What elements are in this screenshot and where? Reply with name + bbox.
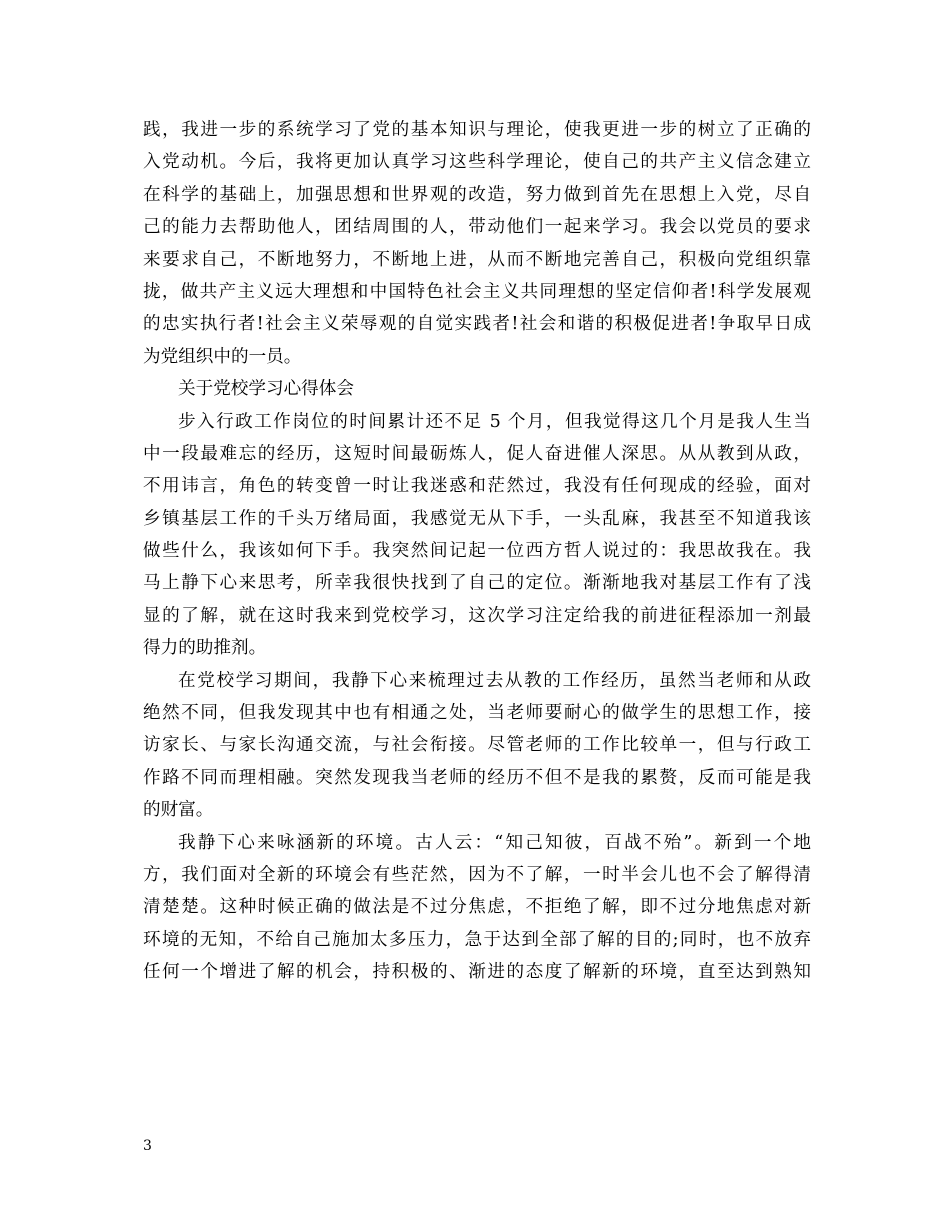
- paragraph: [143, 827, 811, 989]
- text-line: 来要求自己，不断地努力，不断地上进，从而不断地完善自己，积极向党组织靠: [143, 249, 811, 270]
- paragraph: [143, 114, 811, 373]
- text-line: 环境的无知，不给自己施加太多压力，急于达到全部了解的目的;同时，也不放弃: [143, 929, 811, 950]
- text-line: 乡镇基层工作的千头万绪局面，我感觉无从下手，一头乱麻，我甚至不知道我该: [143, 508, 811, 529]
- text-line: 为党组织中的一员。: [143, 346, 302, 367]
- text-line: 做些什么，我该如何下手。我突然间记起一位西方哲人说过的：我思故我在。我: [143, 541, 811, 562]
- text-line: 我静下心来咏涵新的环境。古人云：“知己知彼，百战不殆”。新到一个地: [178, 832, 811, 853]
- paragraph: [143, 665, 811, 827]
- text-line: 己的能力去帮助他人，团结周围的人，带动他们一起来学习。我会以党员的要求: [143, 217, 811, 238]
- text-line: 在科学的基础上，加强思想和世界观的改造，努力做到首先在思想上入党，尽自: [143, 184, 811, 205]
- text-line: 中一段最难忘的经历，这短时间最砺炼人，促人奋进催人深思。从从教到从政，: [143, 443, 811, 464]
- heading-text: 关于党校学习心得体会: [178, 379, 354, 400]
- text-line: 清楚楚。这种时候正确的做法是不过分焦虑，不拒绝了解，即不过分地焦虑对新: [143, 897, 811, 918]
- text-line: 的财富。: [143, 800, 214, 821]
- text-line: 方，我们面对全新的环境会有些茫然，因为不了解，一时半会儿也不会了解得清: [143, 864, 811, 885]
- text-line: 访家长、与家长沟通交流，与社会衔接。尽管老师的工作比较单一，但与行政工: [143, 735, 811, 756]
- text-line: 在党校学习期间，我静下心来梳理过去从教的工作经历，虽然当老师和从政: [178, 670, 811, 691]
- text-line: 绝然不同，但我发现其中也有相通之处，当老师要耐心的做学生的思想工作，接: [143, 703, 811, 724]
- document-body: [143, 114, 811, 989]
- text-line: 马上静下心来思考，所幸我很快找到了自己的定位。渐渐地我对基层工作有了浅: [143, 573, 811, 594]
- paragraph: [143, 406, 811, 665]
- page-number: 3: [143, 1138, 152, 1154]
- text-line: 入党动机。今后，我将更加认真学习这些科学理论，使自己的共产主义信念建立: [143, 152, 811, 173]
- section-heading: [143, 373, 811, 405]
- text-line: 拢，做共产主义远大理想和中国特色社会主义共同理想的坚定信仰者!科学发展观: [143, 281, 811, 302]
- text-line: 得力的助推剂。: [143, 638, 267, 659]
- text-line: 践，我进一步的系统学习了党的基本知识与理论，使我更进一步的树立了正确的: [143, 120, 811, 140]
- text-line: 不用讳言，角色的转变曾一时让我迷惑和茫然过，我没有任何现成的经验，面对: [143, 476, 811, 497]
- text-line: 的忠实执行者!社会主义荣辱观的自觉实践者!社会和谐的积极促进者!争取早日成: [143, 314, 811, 335]
- text-line: 步入行政工作岗位的时间累计还不足 5 个月，但我觉得这几个月是我人生当: [178, 411, 811, 432]
- text-line: 任何一个增进了解的机会，持积极的、渐进的态度了解新的环境，直至达到熟知: [143, 962, 811, 983]
- text-line: 显的了解，就在这时我来到党校学习，这次学习注定给我的前进征程添加一剂最: [143, 605, 811, 626]
- text-line: 作路不同而理相融。突然发现我当老师的经历不但不是我的累赘，反而可能是我: [143, 767, 811, 788]
